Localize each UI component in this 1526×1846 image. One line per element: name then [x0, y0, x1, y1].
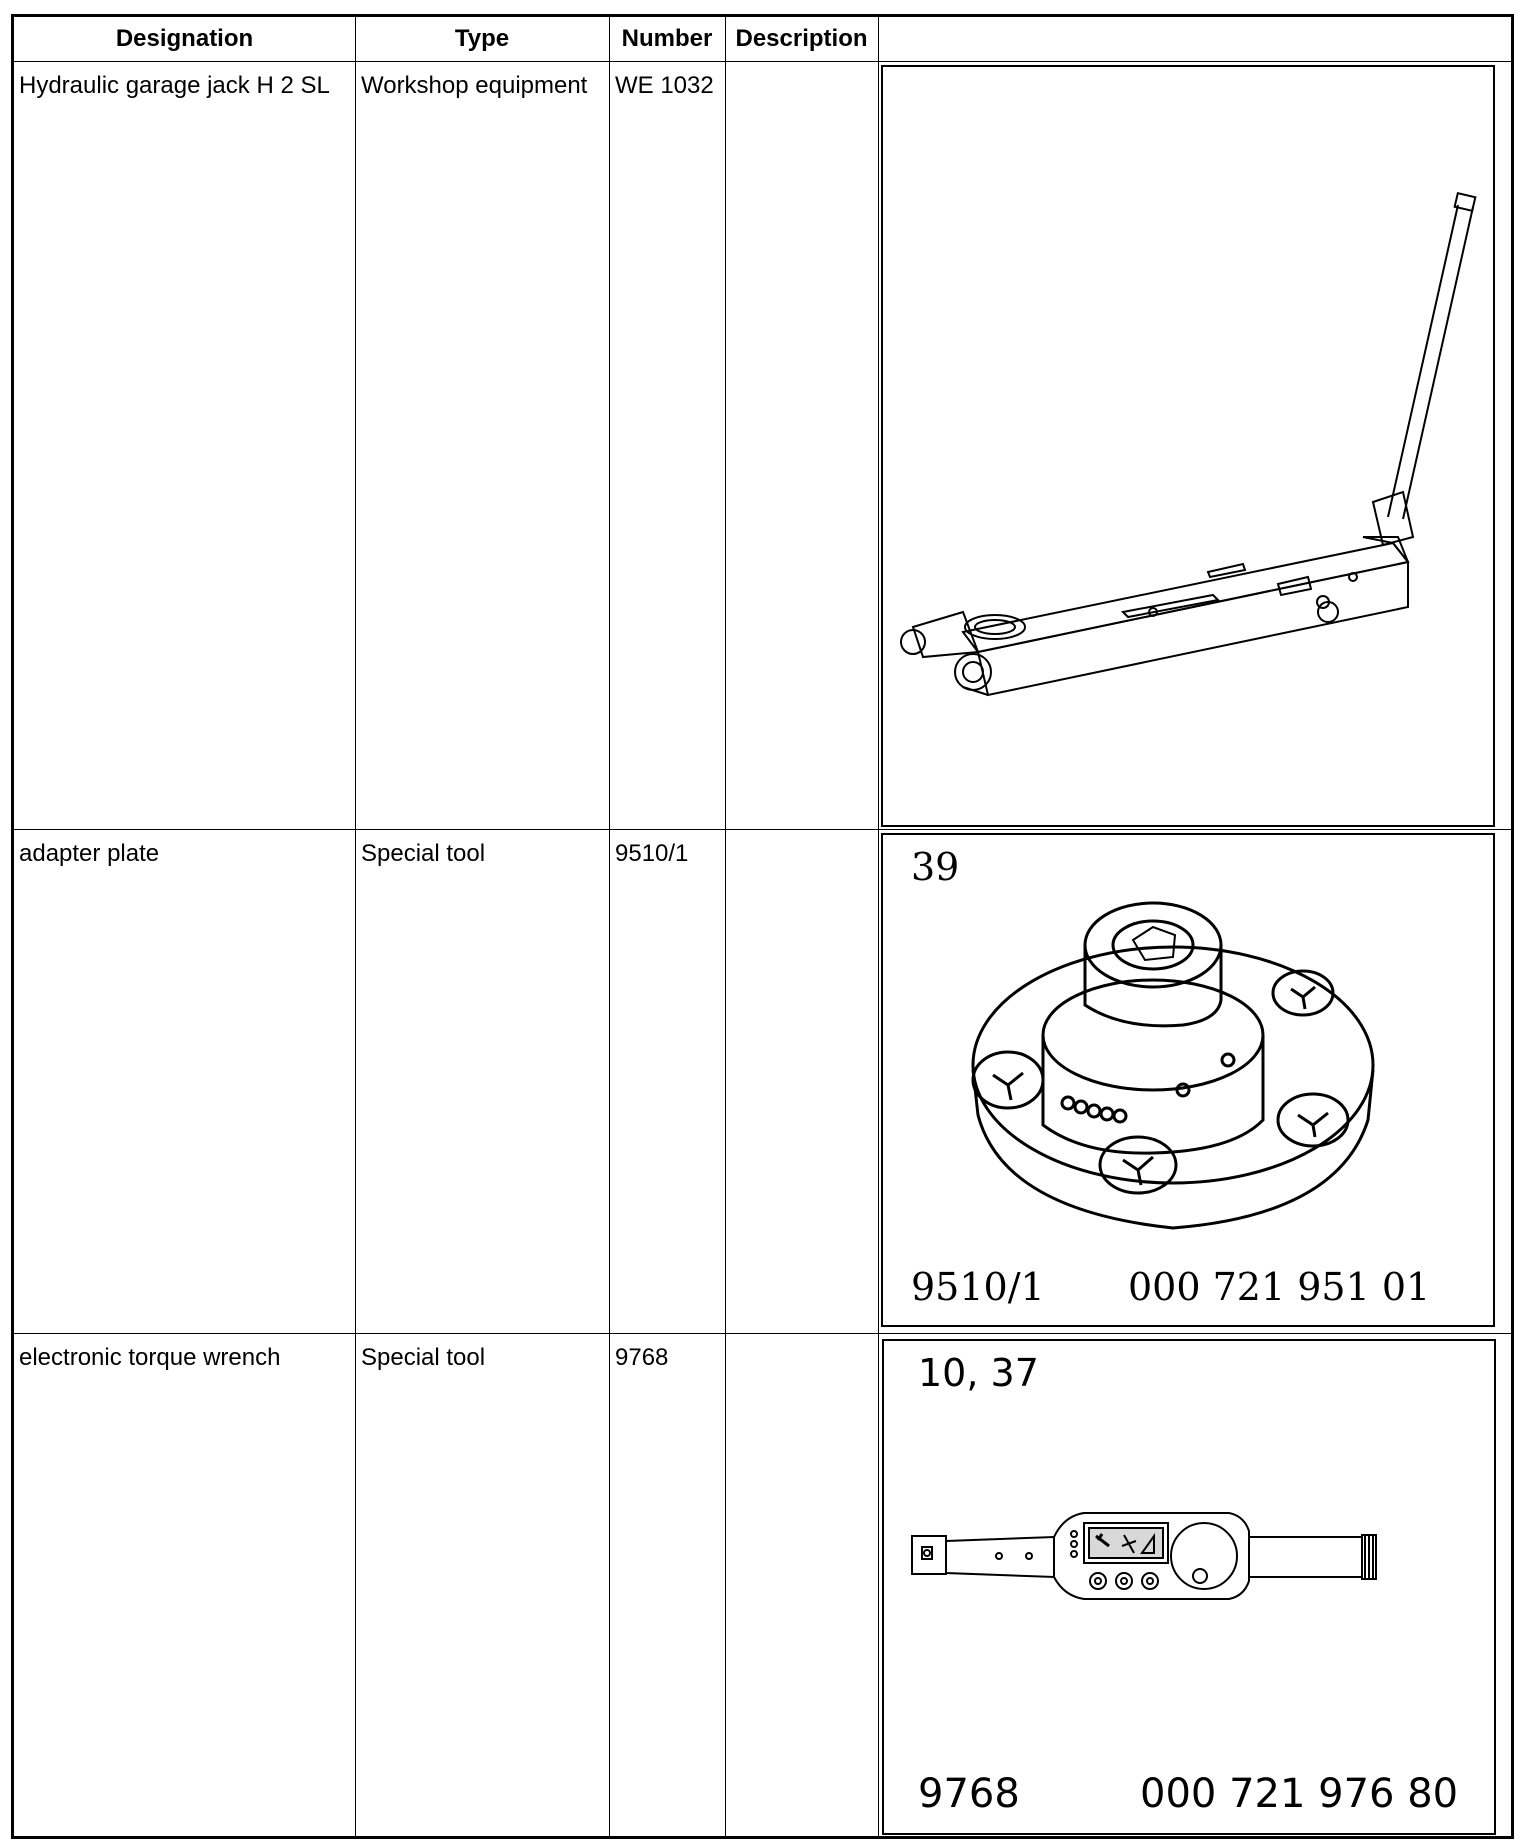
header-illustration	[878, 17, 1514, 61]
header-number: Number	[621, 25, 713, 52]
col-divider	[355, 17, 356, 1836]
cell-designation: Hydraulic garage jack H 2 SL	[19, 72, 330, 99]
cell-designation: electronic torque wrench	[19, 1344, 281, 1371]
torque-wrench-icon	[884, 1341, 1494, 1831]
illustration-box	[882, 1339, 1496, 1835]
col-divider	[725, 17, 726, 1836]
illustration-box	[881, 833, 1495, 1327]
cell-type: Workshop equipment	[361, 72, 588, 99]
cell-designation: adapter plate	[19, 840, 160, 867]
tool-number-label: 9510/1	[911, 1265, 1045, 1309]
special-tools-table	[11, 14, 1514, 1839]
reference-number: 10, 37	[918, 1351, 1039, 1395]
reference-number: 39	[911, 845, 960, 889]
hydraulic-jack-icon	[883, 67, 1493, 825]
illustration-box	[881, 65, 1495, 827]
cell-type: Special tool	[361, 840, 486, 867]
cell-type: Special tool	[361, 1344, 486, 1371]
row-divider	[14, 61, 1511, 62]
col-divider	[878, 17, 879, 1836]
adapter-plate-icon	[883, 835, 1493, 1325]
header-type: Type	[454, 25, 510, 52]
header-designation: Designation	[115, 25, 254, 52]
cell-number: WE 1032	[615, 72, 714, 99]
header-description: Description	[735, 25, 868, 52]
tool-number-label: 9768	[918, 1771, 1020, 1817]
part-number-label: 000 721 976 80	[1140, 1771, 1459, 1817]
row-divider	[14, 1333, 1511, 1334]
row-divider	[14, 829, 1511, 830]
part-number-label: 000 721 951 01	[1128, 1265, 1431, 1309]
cell-number: 9768	[615, 1344, 669, 1371]
cell-number: 9510/1	[615, 840, 689, 867]
col-divider	[609, 17, 610, 1836]
